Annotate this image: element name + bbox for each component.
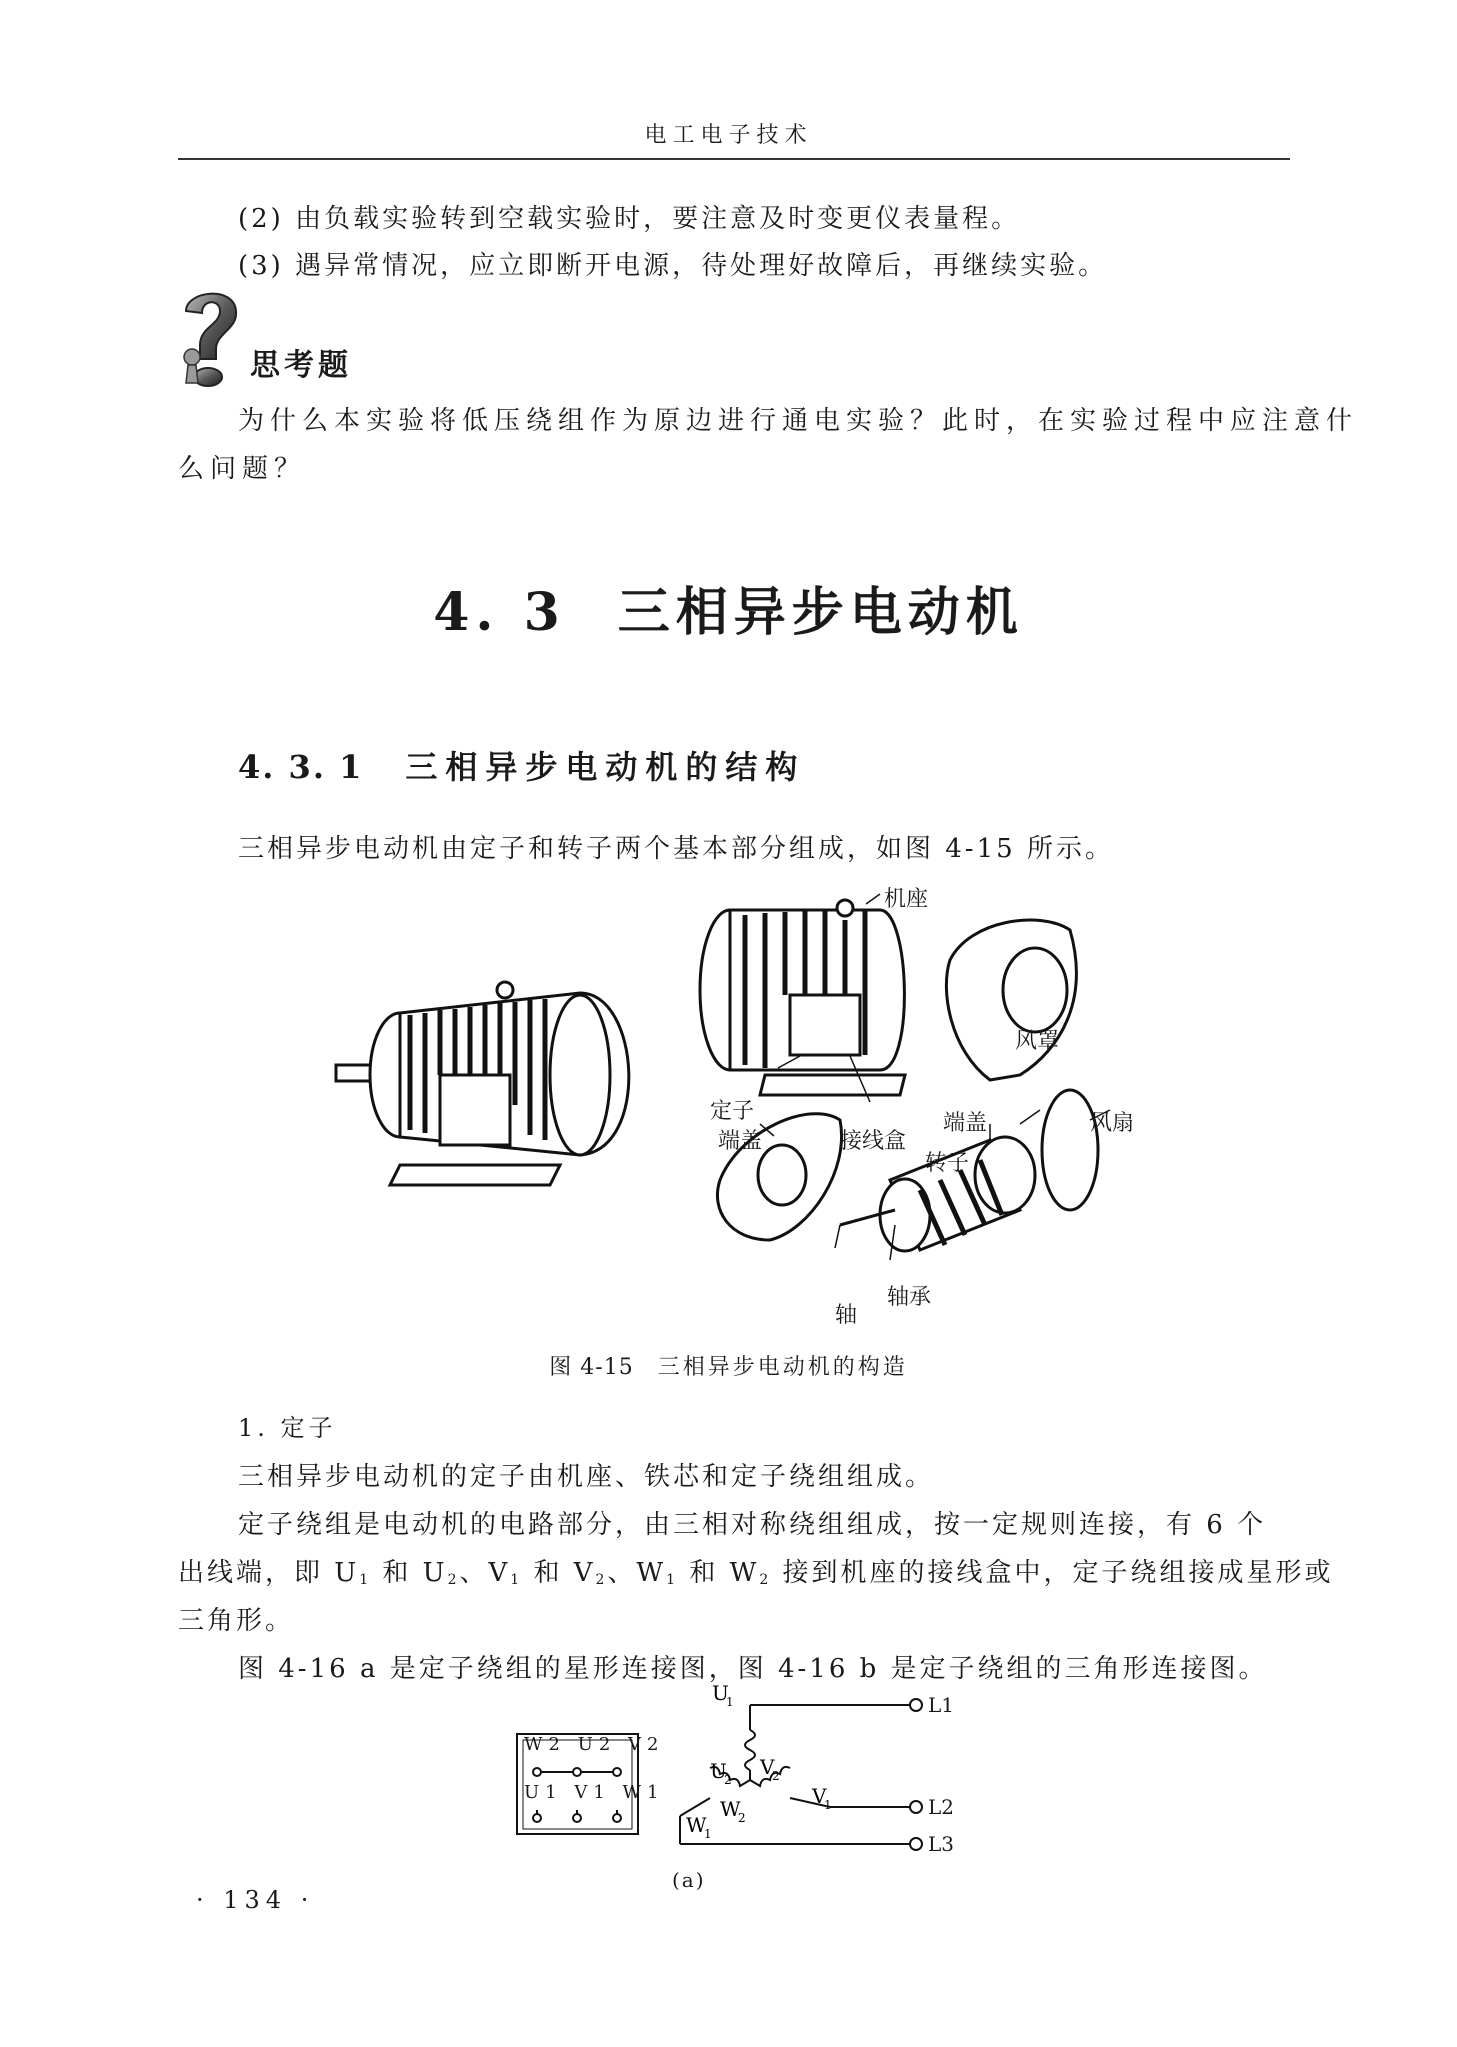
terminal-box-top-row: W2 U2 V2 <box>524 1734 665 1755</box>
intro-paragraph: 三相异步电动机由定子和转子两个基本部分组成，如图 4-15 所示。 <box>238 834 1114 864</box>
stator-paragraph-3: 图 4-16 a 是定子绕组的星形连接图，图 4-16 b 是定子绕组的三角形连接图。 <box>238 1654 1268 1684</box>
question-mark-icon <box>178 285 242 389</box>
subsection-heading: 三相异步电动机的结构 <box>405 748 806 786</box>
stator-paragraph-2-line3: 三角形。 <box>178 1606 295 1636</box>
line-label-l3: L3 <box>928 1832 955 1856</box>
stator-paragraph-2-line2: 出线端，即 $U_1$ 和 $U_2$、$V_1$ 和 $V_2$、$W_1$ 和 $W_2$ 接到机座的接线盒中，定子绕组接成星形或 <box>178 1558 1334 1588</box>
section-heading: 三相异步电动机 <box>617 582 1024 643</box>
terminal-box-bottom-row: U1 V1 W1 <box>524 1782 665 1803</box>
svg-text:1: 1 <box>704 1827 712 1841</box>
think-title: 思考题 <box>250 348 352 383</box>
label-frame: 机座 <box>884 887 929 912</box>
label-stator: 定子 <box>710 1099 755 1124</box>
svg-text:1: 1 <box>824 1798 832 1812</box>
figure-415-title: 三相异步电动机的构造 <box>657 1355 908 1380</box>
stator-paragraph-1: 三相异步电动机的定子由机座、铁芯和定子绕组组成。 <box>238 1462 935 1492</box>
label-end-cover-right: 端盖 <box>943 1111 988 1136</box>
page-number: · 134 · <box>196 1886 315 1914</box>
note-2: (2) 由负载实验转到空载实验时，要注意及时变更仪表量程。 <box>238 204 1021 234</box>
label-rotor: 转子 <box>925 1151 970 1176</box>
svg-text:V: V <box>812 1784 827 1808</box>
label-fan-cover: 风罩 <box>1015 1029 1060 1054</box>
running-header: 电工电子技术 <box>644 123 813 148</box>
svg-text:W: W <box>720 1797 741 1821</box>
stator-paragraph-2-line1: 定子绕组是电动机的电路部分，由三相对称绕组组成，按一定规则连接，有 6 个 <box>238 1510 1267 1540</box>
svg-text:2: 2 <box>724 1773 732 1787</box>
line-label-l1: L1 <box>928 1693 955 1717</box>
svg-text:U: U <box>710 1759 727 1783</box>
line-label-l2: L2 <box>928 1795 955 1819</box>
stator-heading: 1. 定子 <box>238 1414 337 1442</box>
label-end-cover-left: 端盖 <box>718 1129 763 1154</box>
svg-text:1: 1 <box>726 1695 734 1709</box>
header-rule <box>178 158 1290 160</box>
think-question-line2: 么问题？ <box>178 454 307 484</box>
assembled-motor-illustration <box>330 955 650 1215</box>
figure-416a-caption: (a) <box>672 1868 706 1892</box>
svg-text:U: U <box>712 1681 729 1705</box>
note-3: (3) 遇异常情况，应立即断开电源，待处理好故障后，再继续实验。 <box>238 251 1108 281</box>
label-fan: 风扇 <box>1090 1111 1135 1136</box>
svg-text:2: 2 <box>738 1811 746 1825</box>
label-shaft: 轴 <box>835 1303 858 1328</box>
svg-text:W: W <box>686 1813 707 1837</box>
svg-text:V: V <box>760 1755 775 1779</box>
exploded-motor-illustration <box>690 880 1160 1300</box>
section-number: 4. 3 <box>433 582 566 643</box>
think-question-line1: 为什么本实验将低压绕组作为原边进行通电实验？此时，在实验过程中应注意什 <box>238 406 1359 436</box>
svg-text:2: 2 <box>772 1769 780 1783</box>
label-bearing: 轴承 <box>887 1285 932 1310</box>
subsection-number: 4. 3. 1 <box>238 748 364 786</box>
subsection-title <box>238 742 805 788</box>
figure-415-caption <box>0 1350 1457 1381</box>
section-title <box>0 570 1457 645</box>
figure-415-number: 图 4-15 <box>549 1355 634 1380</box>
label-terminal-box: 接线盒 <box>840 1129 907 1154</box>
